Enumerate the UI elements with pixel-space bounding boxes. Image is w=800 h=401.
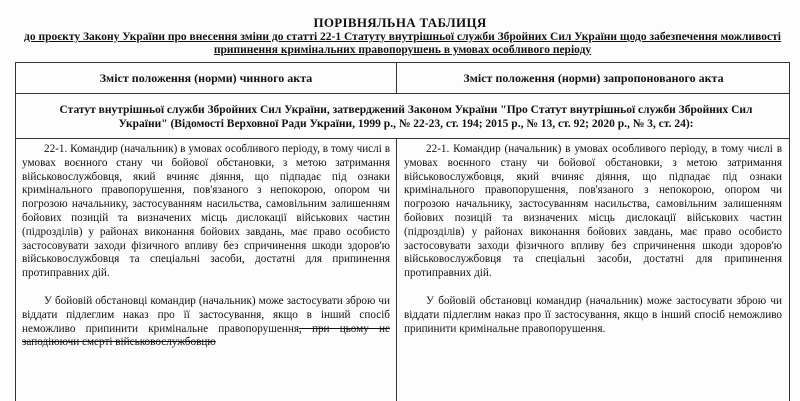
statute-caption: Статут внутрішньої служби Збройних Сил України, затверджений Законом України "Про Статут внутрішньої служби Збройних Сил України" (Відомості Верховної Ради України, 1999 р., № 22-23, ст. 194; 2015 р., № 13, ст. 92; 2020 р., № 3, ст. 24): xyxy=(59,104,753,130)
current-act-paragraph-2-text: У бойовій обстановці командир (начальник) може застосувати зброю чи віддати підлеглим наказ про її застосування, якщо в інший спосіб неможливо припинити кримінальне правопорушення xyxy=(22,294,390,335)
struck-out-text: , при цьому не заподіюючи смерті військовослужбовцю xyxy=(22,322,390,349)
proposed-act-paragraph-2: У бойовій обстановці командир (начальник) може застосувати зброю чи віддати підлеглим наказ про її застосування, якщо в інший спосіб неможливо припинити кримінальне правопорушення. xyxy=(404,294,782,335)
row-divider xyxy=(16,93,789,94)
proposed-act-cell xyxy=(404,143,782,336)
row-divider xyxy=(16,138,789,139)
header-current-act: Зміст положення (норми) чинного акта xyxy=(99,70,313,85)
page-subtitle: до проєкту Закону України про внесення зміни до статті 22-1 Статуту внутрішньої служби Збройних Сил України щодо забезпечення можливості припинення кримінальних правопорушень в умовах особливого періоду xyxy=(24,31,781,56)
header-proposed-act: Зміст положення (норми) запропонованого акта xyxy=(463,70,724,85)
comparison-table xyxy=(15,62,790,401)
page-title: ПОРІВНЯЛЬНА ТАБЛИЦЯ xyxy=(313,15,487,30)
current-act-paragraph-2 xyxy=(22,295,390,350)
current-act-cell xyxy=(22,143,390,350)
proposed-act-paragraph-1: 22-1. Командир (начальник) в умовах особливого періоду, в тому числі в умовах воєнного стану чи бойової обстановки, з метою затримання військовослужбовця, який вчиняє діяння, що підпадає під ознаки кримінального правопорушення, пов'язаного з непокорою, опором чи погрозою начальнику, застосуванням насильства, самовільним залишенням бойових позицій та визначених місць дислокації військових частин (підрозділів) у районах виконання бойових завдань, має право особисто застосовувати заходи фізичного впливу без спричинення шкоди здоров'ю військовослужбовця та спеціальні засоби, достатні для припинення протиправних дій. xyxy=(404,143,782,280)
column-divider xyxy=(396,138,397,401)
current-act-paragraph-1: 22-1. Командир (начальник) в умовах особливого періоду, в тому числі в умовах воєнного стану чи бойової обстановки, з метою затримання військовослужбовця, який вчиняє діяння, що підпадає під ознаки кримінального правопорушення, пов'язаного з непокорою, опором чи погрозою начальнику, застосуванням насильства, самовільним залишенням бойових позицій та визначених місць дислокації військових частин (підрозділів) у районах виконання бойових завдань, має право особисто застосовувати заходи фізичного впливу без спричинення шкоди здоров'ю військовослужбовця та спеціальні засоби, достатні для припинення протиправних дій. xyxy=(22,143,390,280)
